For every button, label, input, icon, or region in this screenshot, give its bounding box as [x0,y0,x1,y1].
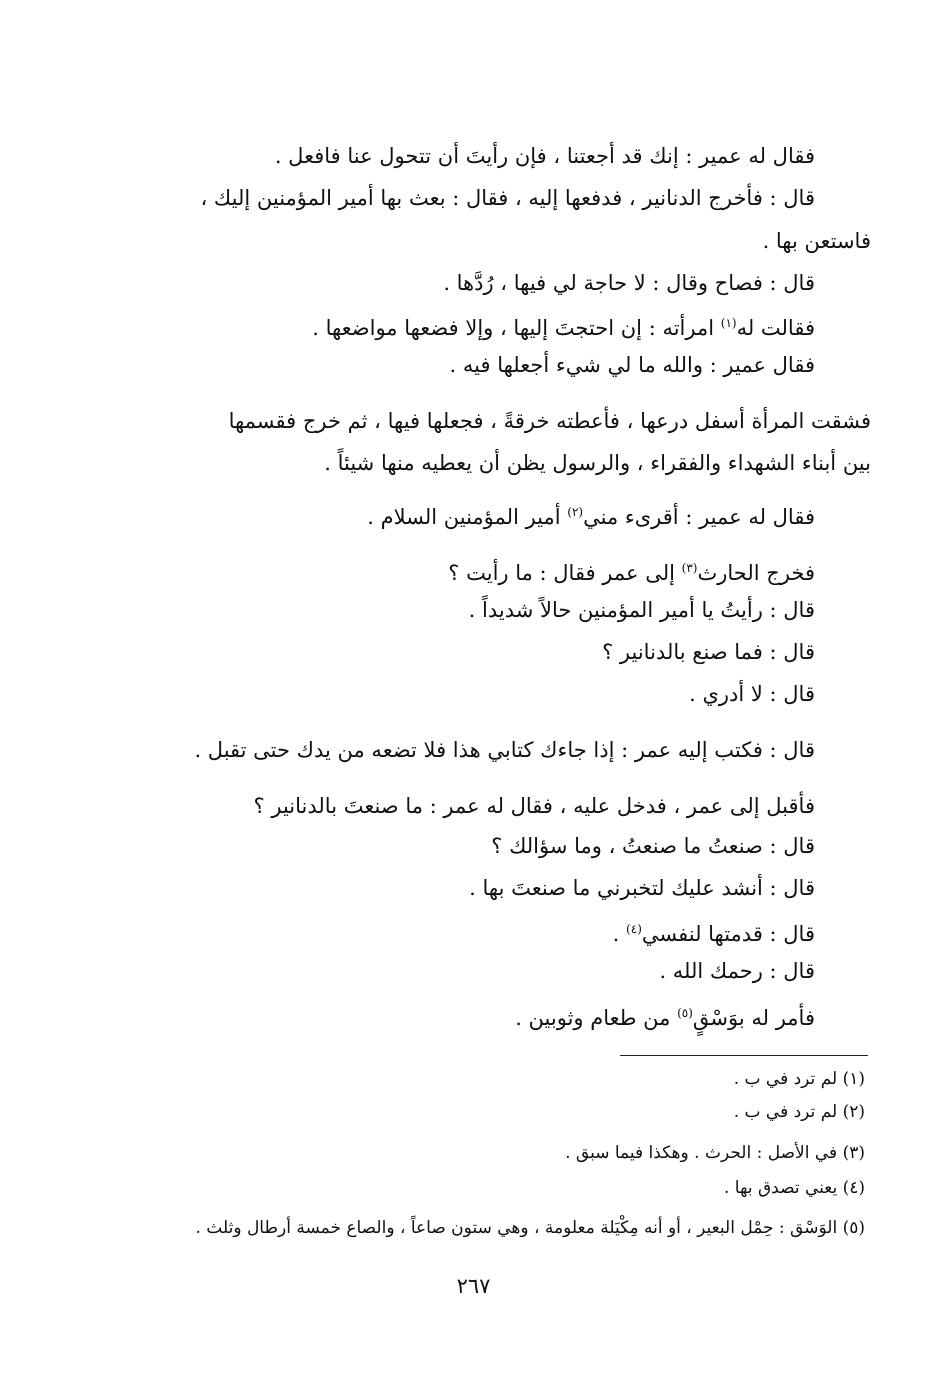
text-segment: فأمر له بوَسْقٍ [692,1006,815,1030]
text-segment: فقال له عمير : أقرىء مني [583,505,815,529]
text-line: قال : صنعتُ ما صنعتُ ، وما سؤالك ؟ [491,834,815,858]
footnote-ref: (٥) [677,1006,693,1020]
footnote-ref: (٣) [681,561,698,575]
text-segment: أمير المؤمنين السلام . [367,505,561,529]
footnote-ref: (٤) [626,922,642,936]
text-line: قال : فأخرج الدنانير ، فدفعها إليه ، فقال : بعث بها أمير المؤمنين إليك ، [200,186,815,210]
page-number: ٢٦٧ [456,1274,491,1298]
text-segment: فخرج الحارث [697,561,815,585]
text-line [448,553,815,588]
text-line: قال : فكتب إليه عمر : إذا جاءك كتابي هذا فلا تضعه من يدك حتى تقبل . [194,738,815,762]
text-line: فقال عمير : والله ما لي شيء أجعلها فيه . [449,353,815,377]
footnote: (٤) يعني تصدق بها . [724,1178,865,1198]
text-segment: . [612,922,620,946]
text-segment: قال : قدمتها لنفسي [641,922,815,946]
footnote: (٢) لم ترد في ب . [733,1102,865,1122]
footnote: (٥) الوَسْق : حِمْل البعير ، أو أنه مِكْيَلة معلومة ، وهي ستون صاعاً ، والصاع خمسة أرطال وثلث . [195,1218,865,1238]
text-line: قال : لا أدري . [689,682,815,706]
text-segment: إلى عمر فقال : ما رأيت ؟ [448,561,675,585]
text-line: قال : أنشد عليك لتخبرني ما صنعتَ بها . [469,876,815,900]
text-line: فقال له عمير : إنك قد أجعتنا ، فإن رأيتَ أن تتحول عنا فافعل . [274,144,815,168]
text-line [515,998,815,1033]
text-line [312,308,815,343]
footnote-separator [620,1055,868,1056]
footnote-ref: (١) [720,316,737,330]
text-line: فشقت المرأة أسفل درعها ، فأعطته خرقةً ، فجعلها فيها ، ثم خرج فقسمها [228,409,871,433]
text-line: قال : رحمك الله . [659,959,815,983]
text-line: فأقبل إلى عمر ، فدخل عليه ، فقال له عمر : ما صنعتَ بالدنانير ؟ [253,794,815,818]
text-line: بين أبناء الشهداء والفقراء ، والرسول يظن أن يعطيه منها شيئاً . [324,451,871,475]
text-line: قال : فما صنع بالدنانير ؟ [602,640,815,664]
text-segment: من طعام وثوبين . [515,1006,671,1030]
text-line: قال : فصاح وقال : لا حاجة لي فيها ، رُدَّها . [443,271,815,295]
text-segment: امرأته : إن احتجتَ إليها ، وإلا فضعها مواضعها . [312,316,715,340]
text-segment: فقالت له [736,316,815,340]
footnote: (٣) في الأصل : الحرث . وهكذا فيما سبق . [565,1143,865,1163]
footnote-ref: (٢) [567,505,584,519]
text-line: قال : رأيتُ يا أمير المؤمنين حالاً شديداً . [468,598,815,622]
text-line [613,914,815,949]
text-line: فاستعن بها . [762,229,871,253]
footnote: (١) لم ترد في ب . [733,1069,865,1089]
text-line [367,497,815,532]
